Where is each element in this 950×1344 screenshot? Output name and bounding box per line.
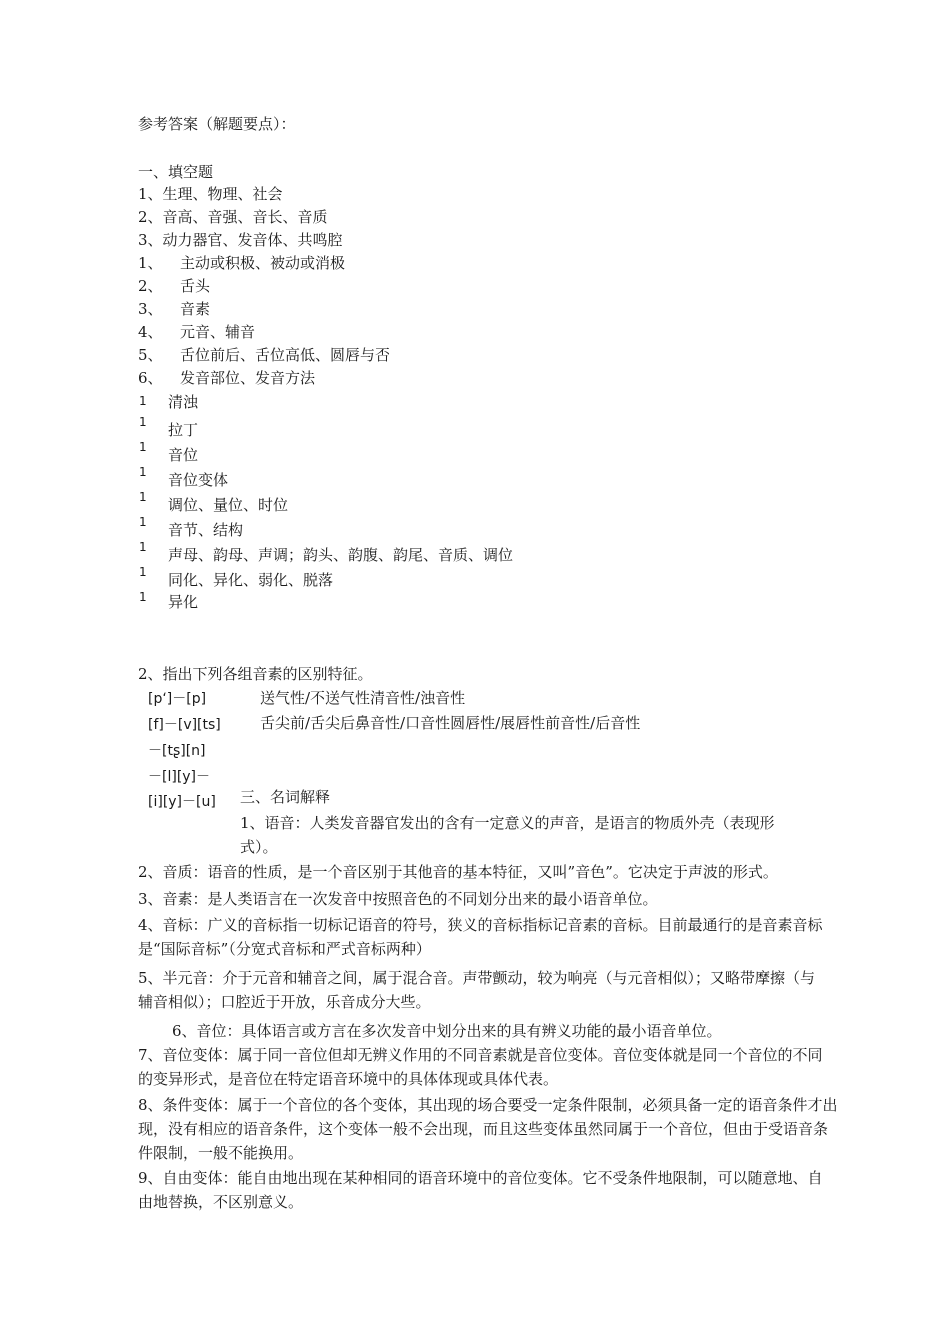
fill-item-text: 调位、量位、时位 [168,496,289,514]
fill-item-text: 元音、辅音 [180,323,256,341]
fill-item-text: 同化、异化、弱化、脱落 [168,571,334,589]
fill-item-number: 1 [139,490,147,504]
term-definition: 6、音位：具体语言或方言在多次发音中划分出来的具有辨义功能的最小语音单位。 [172,1022,722,1040]
term-definition: 8、条件变体：属于一个音位的各个变体，其出现的场合要受一定条件限制，必须具备一定的语音条件才出现，没有相应的语音条件，这个变体一般不会出现，而且这些变体虽然同属于一个音位，但由于受语音条件限制，一般不能换用。 [138,1096,838,1162]
phoneme-pair: [p‘]－[p] [148,691,207,707]
section2-title: 2、指出下列各组音素的区别特征。 [138,665,373,683]
fill-item-number: 1 [139,440,147,454]
term-definition: 4、音标：广义的音标指一切标记语音的符号，狭义的音标指标记音素的音标。目前最通行的是音素音标是“国际音标”（分宽式音标和严式音标两种） [138,916,823,958]
phoneme-pair: －[l][y]－ [148,769,211,785]
phoneme-pair: [f]－[v][ts] [148,717,221,733]
fill-item-text: 拉丁 [168,421,199,439]
feature-answer: 舌尖前/舌尖后鼻音性/口音性圆唇性/展唇性前音性/后音性 [260,714,641,732]
fill-item-text: 音节、结构 [168,521,244,539]
fill-item-text: 音位 [168,446,199,464]
phoneme-pair: －[tʂ][n] [148,743,206,759]
term-definition: 2、音质：语音的性质，是一个音区别于其他音的基本特征，又叫”音色”。它决定于声波的形式。 [138,863,778,881]
section3-title: 三、名词解释 [240,788,331,806]
fill-item-number: 1 [139,565,147,579]
fill-item-text: 音位变体 [168,471,229,489]
fill-item-number: 4、 [138,323,163,341]
fill-item-number: 3、 [138,300,163,318]
fill-item-number: 2、 [138,277,163,295]
fill-item-text: 音素 [180,300,211,318]
fill-item-number: 5、 [138,346,163,364]
fill-item-number: 1 [139,515,147,529]
term-definition: 1、语音：人类发音器官发出的含有一定意义的声音，是语言的物质外壳（表现形式）。 [240,814,775,856]
answer-header: 参考答案（解题要点）： [138,115,296,133]
fill-item-text: 主动或积极、被动或消极 [180,254,346,272]
fill-item-number: 1 [139,394,147,408]
fill-item-number: 6、 [138,369,163,387]
fill-item-text: 声母、韵母、声调；韵头、韵腹、韵尾、音质、调位 [168,546,514,564]
fill-item-text: 异化 [168,593,199,611]
fill-item-number: 1 [139,590,147,604]
feature-answer: 送气性/不送气性清音性/浊音性 [260,689,466,707]
section1-title: 一、填空题 [138,163,214,181]
fill-item-text: 舌头 [180,277,211,295]
fill-item: 3、动力器官、发音体、共鸣腔 [138,231,343,249]
term-definition: 9、自由变体：能自由地出现在某种相同的语音环境中的音位变体。它不受条件地限制，可以随意地、自由地替换，不区别意义。 [138,1169,823,1211]
term-definition: 7、音位变体：属于同一音位但却无辨义作用的不同音素就是音位变体。音位变体就是同一个音位的不同的变异形式，是音位在特定语音环境中的具体体现或具体代表。 [138,1046,823,1088]
fill-item-number: 1、 [138,254,163,272]
fill-item-number: 1 [139,540,147,554]
term-definition: 5、半元音：介于元音和辅音之间，属于混合音。声带颤动，较为响亮（与元音相似）；又略带摩擦（与辅音相似）；口腔近于开放，乐音成分大些。 [138,969,816,1011]
fill-item: 2、音高、音强、音长、音质 [138,208,328,226]
fill-item-number: 1 [139,465,147,479]
fill-item-text: 清浊 [168,393,199,411]
fill-item: 1、生理、物理、社会 [138,185,283,203]
term-definition: 3、音素：是人类语言在一次发音中按照音色的不同划分出来的最小语音单位。 [138,890,658,908]
phoneme-pair: [i][y]－[u] [148,794,216,810]
fill-item-text: 发音部位、发音方法 [180,369,316,387]
fill-item-text: 舌位前后、舌位高低、圆唇与否 [180,346,391,364]
fill-item-number: 1 [139,415,147,429]
